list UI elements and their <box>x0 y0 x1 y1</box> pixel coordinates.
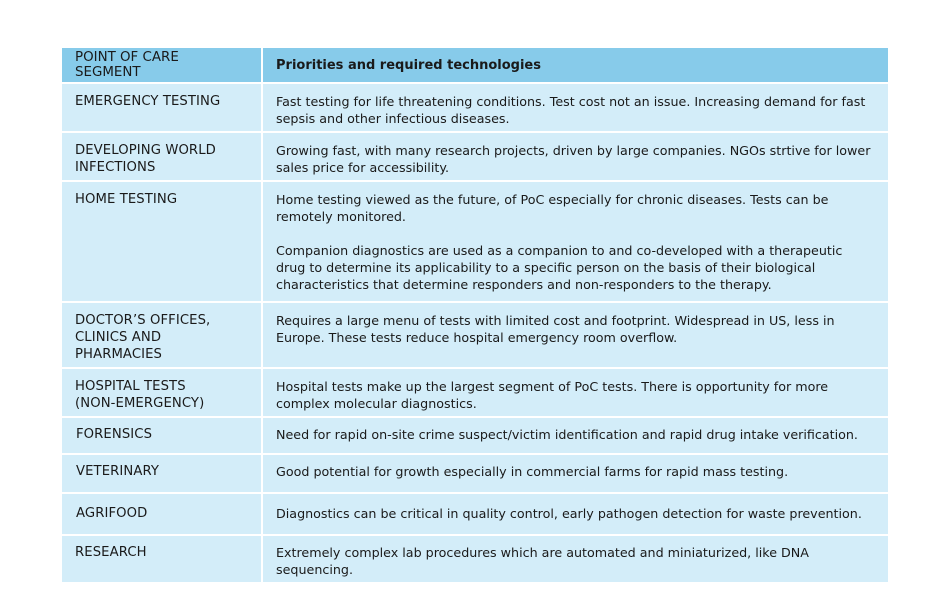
priorities-cell <box>262 132 888 181</box>
segment-line: FORENSICS <box>76 427 153 442</box>
segment-line: RESEARCH <box>75 545 147 560</box>
priorities-cell <box>262 181 888 302</box>
priorities-cell <box>262 493 888 535</box>
priority-paragraph: Home testing viewed as the future, of PoC especially for chronic diseases. Tests can be remotely monitored. <box>276 192 829 224</box>
segment-cell <box>62 132 262 181</box>
segment-cell <box>62 454 262 493</box>
segment-line: CLINICS AND PHARMACIES <box>75 330 163 362</box>
priority-paragraph: Companion diagnostics are used as a companion to and co-developed with a therapeutic drug to determine its applicability to a specific person on the basis of their biological characteristics that determine responders and non-responders to the therapy. <box>276 243 843 292</box>
segment-line: INFECTIONS <box>75 160 156 175</box>
priorities-cell <box>262 368 888 417</box>
segment-line: EMERGENCY TESTING <box>75 94 221 109</box>
priorities-cell <box>262 454 888 493</box>
priority-paragraph: Hospital tests make up the largest segment of PoC tests. There is opportunity for more complex molecular diagnostics. <box>276 379 829 411</box>
priority-paragraph: Good potential for growth especially in commercial farms for rapid mass testing. <box>276 464 789 479</box>
table-row <box>62 132 888 181</box>
table-header-row <box>62 48 888 83</box>
table-row <box>62 181 888 302</box>
segment-cell <box>62 493 262 535</box>
segment-cell <box>62 535 262 582</box>
segment-cell <box>62 83 262 132</box>
priority-paragraph: Fast testing for life threatening conditions. Test cost not an issue. Increasing demand for fast sepsis and other infectious diseases. <box>276 94 866 126</box>
priority-paragraph: Diagnostics can be critical in quality control, early pathogen detection for waste prevention. <box>276 506 862 521</box>
priorities-column-header: Priorities and required technologies <box>262 48 888 83</box>
priorities-cell <box>262 535 888 582</box>
priorities-cell <box>262 302 888 368</box>
table-row <box>62 368 888 417</box>
priorities-cell <box>262 417 888 454</box>
priority-paragraph: Extremely complex lab procedures which are automated and miniaturized, like DNA sequencing. <box>276 545 809 577</box>
table-row <box>62 302 888 368</box>
segment-line: VETERINARY <box>76 464 160 479</box>
segment-line: (NON-EMERGENCY) <box>75 396 205 411</box>
priority-paragraph: Need for rapid on-site crime suspect/victim identification and rapid drug intake verification. <box>276 427 858 442</box>
poc-segments-table <box>62 48 888 582</box>
table-row <box>62 417 888 454</box>
priority-paragraph: Growing fast, with many research projects, driven by large companies. NGOs strtive for lower sales price for accessibility. <box>276 143 871 175</box>
segment-cell <box>62 417 262 454</box>
segment-line: DEVELOPING WORLD <box>75 143 216 158</box>
priorities-cell <box>262 83 888 132</box>
segment-cell <box>62 368 262 417</box>
table-row <box>62 454 888 493</box>
priority-paragraph: Requires a large menu of tests with limited cost and footprint. Widespread in US, less in Europe. These tests reduce hospital emergency room overflow. <box>276 313 835 345</box>
table-row <box>62 83 888 132</box>
table-row <box>62 493 888 535</box>
segment-line: HOME TESTING <box>75 192 178 207</box>
segment-line: DOCTOR’S OFFICES, <box>75 313 211 328</box>
segment-cell <box>62 302 262 368</box>
segment-cell <box>62 181 262 302</box>
segment-line: AGRIFOOD <box>76 506 148 521</box>
table-row <box>62 535 888 582</box>
segment-line: HOSPITAL TESTS <box>75 379 186 394</box>
segment-column-header: POINT OF CARE SEGMENT <box>62 48 262 83</box>
